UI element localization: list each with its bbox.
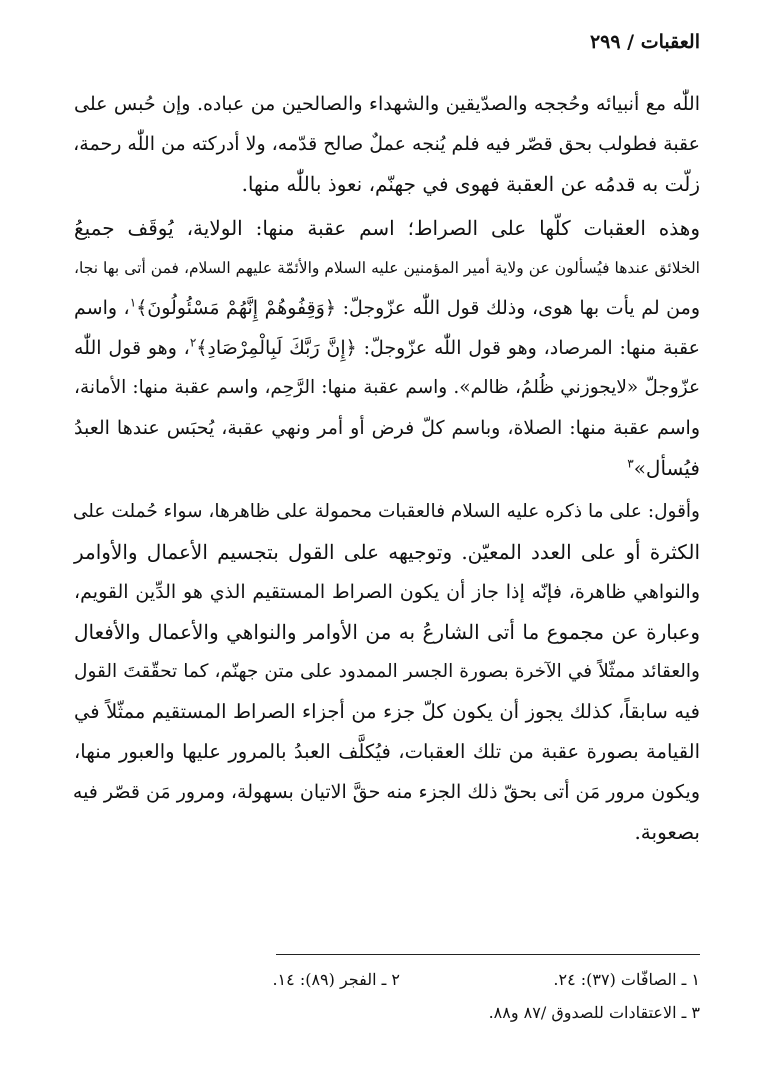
text-segment: ، وهو قول اللّٰه: [74, 337, 190, 359]
text-line: [74, 328, 700, 368]
text-line: فيه سابقاً، كذلك يجوز أن يكون كلّ جزء من أجزاء الصراط المستقيم ممثّلاً في: [74, 700, 700, 723]
text-segment: عقبة منها: المرصاد، وهو قول اللّٰه عزّوجلّ: ﴿إِنَّ رَبَّكَ لَبِالْمِرْصَادِ﴾: [196, 337, 700, 359]
footnote-row: [74, 968, 700, 992]
footnote-ref: ١: [129, 295, 137, 310]
main-text: [74, 84, 700, 852]
text-segment: ومن لم يأت بها هوى، وذلك قول اللّٰه عزّوجلّ: ﴿وَقِفُوهُمْ إِنَّهُمْ مَسْئُولُونَ﴾: [136, 297, 700, 319]
running-header: العقبات / ٢٩٩: [589, 31, 700, 53]
footnote-1: ١ ـ الصافّات (٣٧): ٢٤.: [553, 970, 700, 989]
text-segment: فيُسأل»: [633, 456, 700, 480]
text-line: عزّوجلّ «لايجوزني ظُلمُ، ظالم». واسم عقبة منها: الرَّحِم، واسم عقبة منها: الأمانة،: [74, 377, 700, 398]
text-segment: ، واسم: [74, 297, 130, 319]
footnote-2: ٢ ـ الفجر (٨٩): ١٤.: [272, 970, 400, 989]
text-line: عقبة فطولب بحق قصّر فيه فلم يُنجه عملٌ صالح قدّمه، ولا أدركته من اللّٰه رحمة،: [73, 133, 700, 155]
text-line: وهذه العقبات كلّها على الصراط؛ اسم عقبة منها: الولاية، يُوقَف جميعُ: [74, 216, 700, 240]
text-line: زلّت به قدمُه عن العقبة فهوى في جهنّم، نعوذ باللّٰه منها.: [241, 172, 700, 196]
text-line: واسم عقبة منها: الصلاة، وباسم كلّ فرض أو أمر ونهي عقبة، يُحبَس عندها العبدُ: [74, 417, 700, 439]
text-line: والعقائد ممثّلاً في الآخرة بصورة الجسر الممدود على متن جهنّم، كما تحقّقتَ القول: [74, 661, 700, 682]
text-line: الخلائق عندها فيُسألون عن ولاية أمير المؤمنين عليه السلام والأئمّة عليهم السلام، فمن أتى بها نجا،: [74, 259, 700, 277]
footnote-divider: [276, 954, 700, 955]
footnote-ref: ٣: [627, 456, 634, 471]
text-line: [74, 448, 700, 488]
text-line: الكثرة أو على العدد المعيّن. وتوجيهه على القول بتجسيم الأعمال والأوامر: [74, 540, 700, 564]
text-line: ويكون مرور مَن أتى بحقّ ذلك الجزء منه حقَّ الاتيان بسهولة، ومرور مَن قصّر فيه: [72, 781, 700, 803]
text-line: [74, 288, 700, 328]
text-line: والنواهي ظاهرة، فإنّه إذا جاز أن يكون الصراط المستقيم الذي هو الدِّين القويم،: [74, 581, 700, 603]
footnote-3: ٣ ـ الاعتقادات للصدوق /٨٧ و٨٨.: [488, 1003, 700, 1022]
text-line: القيامة بصورة عقبة من تلك العقبات، فيُكلَّف العبدُ بالمرور عليها والعبور منها،: [74, 740, 700, 763]
footnote-ref: ٢: [189, 335, 197, 350]
text-line: بصعوبة.: [634, 820, 700, 844]
footnote-row: [74, 1001, 700, 1025]
text-line: اللّٰه مع أنبيائه وحُججه والصدّيقين والشهداء والصالحين من عباده. وإن حُبس على: [74, 93, 700, 115]
text-line: وعبارة عن مجموع ما أتى الشارعُ به من الأوامر والنواهي والأعمال والأفعال: [74, 620, 700, 644]
text-line: وأقول: على ما ذكره عليه السلام فالعقبات محمولة على ظاهرها، سواء حُملت على: [72, 501, 700, 522]
